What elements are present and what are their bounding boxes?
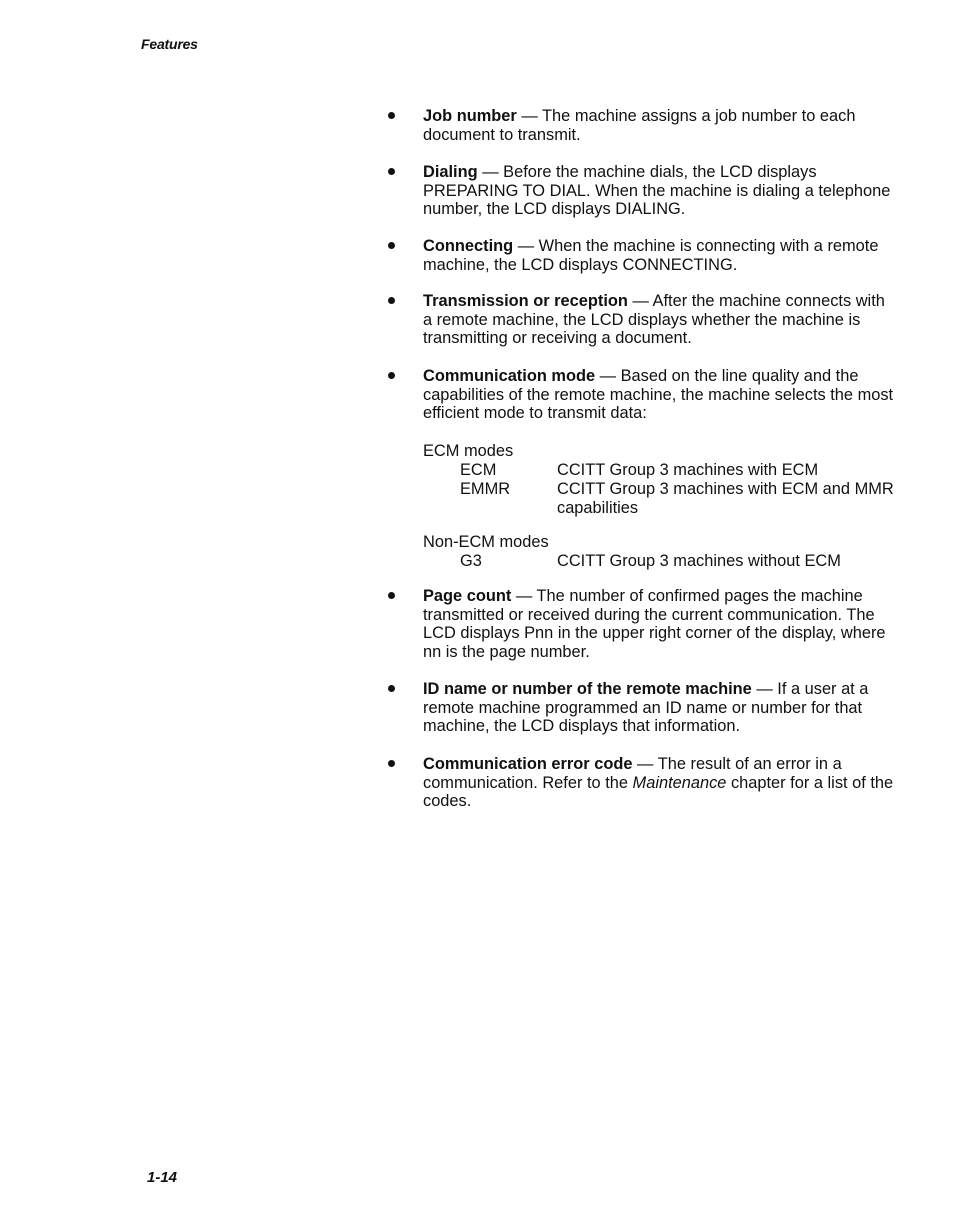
- term: Dialing: [423, 163, 478, 181]
- dash: —: [595, 367, 621, 385]
- bullet-icon: [388, 685, 395, 692]
- non-ecm-modes: [423, 533, 841, 571]
- term: ID name or number of the remote machine: [423, 680, 752, 698]
- bullet-communication-mode: [423, 367, 898, 423]
- description: Based on the line quality and the capabilities of the remote machine, the machine selects the most efficient mode to transmit data:: [423, 367, 894, 422]
- description: When the machine is connecting with a remote machine, the LCD displays CONNECTING.: [423, 237, 879, 274]
- dash: —: [751, 680, 778, 698]
- bullet-icon: [388, 297, 395, 304]
- ecm-modes: [423, 442, 894, 518]
- bullet-icon: [388, 242, 395, 249]
- bullet-error-code: [423, 755, 898, 811]
- bullet-id-name: [423, 680, 898, 736]
- dash: —: [477, 163, 504, 181]
- bullet-transmission: [423, 292, 898, 348]
- description: The machine assigns a job number to each document to transmit.: [423, 107, 856, 144]
- mode-row: [423, 480, 894, 518]
- dash: —: [513, 237, 539, 255]
- bullet-icon: [388, 168, 395, 175]
- bullet-icon: [388, 112, 395, 119]
- term: Communication error code: [423, 755, 633, 773]
- non-ecm-heading: Non-ECM modes: [423, 533, 549, 551]
- description: The number of confirmed pages the machine transmitted or received during the current communication. The LCD displays Pnn in the upper right corner of the display, where nn is the page number.: [423, 587, 886, 661]
- description: If a user at a remote machine programmed an ID name or number for that machine, the LCD displays that information.: [423, 680, 869, 735]
- mode-row: [423, 461, 819, 480]
- dash: —: [632, 755, 658, 773]
- term: Transmission or reception: [423, 292, 628, 310]
- bullet-icon: [388, 760, 395, 767]
- description: Before the machine dials, the LCD displays PREPARING TO DIAL. When the machine is dialing a telephone number, the LCD displays DIALING.: [423, 163, 891, 218]
- mode-code: G3: [460, 552, 482, 570]
- dash: —: [627, 292, 653, 310]
- dash: —: [516, 107, 543, 125]
- term: Page count: [423, 587, 512, 605]
- mode-description: CCITT Group 3 machines without ECM: [557, 552, 841, 570]
- bullet-icon: [388, 592, 395, 599]
- ecm-heading: ECM modes: [423, 442, 514, 460]
- mode-code: ECM: [460, 461, 497, 479]
- bullet-icon: [388, 372, 395, 379]
- dash: —: [511, 587, 537, 605]
- bullet-page-count: [423, 587, 898, 661]
- description-before: The result of an error in a communication. Refer to the: [423, 755, 842, 792]
- term: Job number: [423, 107, 517, 125]
- running-header: Features: [141, 36, 198, 52]
- mode-code: EMMR: [460, 480, 511, 498]
- description-after: chapter for a list of the codes.: [423, 773, 894, 810]
- chapter-reference: Maintenance: [632, 773, 727, 792]
- bullet-connecting: [423, 237, 898, 274]
- page-number: 1-14: [147, 1169, 178, 1186]
- description: After the machine connects with a remote machine, the LCD displays whether the machine is transmitting or receiving a document.: [423, 292, 885, 347]
- term: Communication mode: [423, 367, 596, 385]
- bullet-dialing: [423, 163, 898, 219]
- mode-description: CCITT Group 3 machines with ECM: [557, 461, 819, 479]
- mode-row: [423, 552, 841, 571]
- term: Connecting: [423, 237, 514, 255]
- mode-description: CCITT Group 3 machines with ECM and MMR capabilities: [557, 480, 894, 517]
- bullet-job-number: [423, 107, 898, 144]
